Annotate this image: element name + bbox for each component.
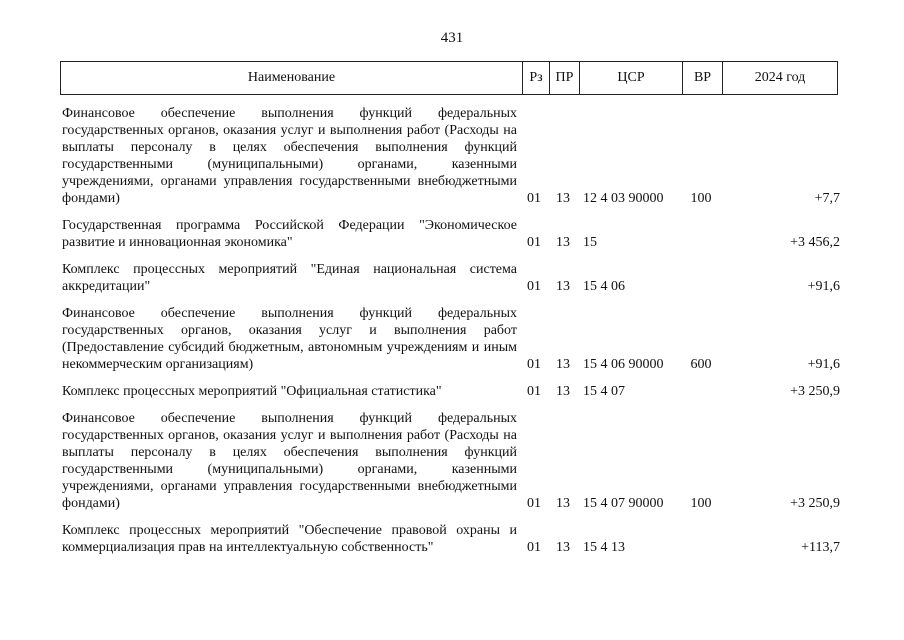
row-rz: 01 <box>527 279 541 294</box>
row-vr: 100 <box>690 191 712 206</box>
row-amount: +113,7 <box>801 540 840 555</box>
row-amount: +91,6 <box>807 357 840 372</box>
row-name: Финансовое обеспечение выполнения функций федеральных государственных органов, оказания услуг и выполнения работ (Предоставление субсидий бюджетным, автономным учреждениям и иным некоммерческим организациям) <box>62 306 517 372</box>
row-name: Комплекс процессных мероприятий "Единая национальная система аккредитации" <box>62 262 517 294</box>
row-vr: 100 <box>690 496 712 511</box>
row-csr: 15 4 07 <box>583 384 625 399</box>
row-rz: 01 <box>527 384 541 399</box>
row-amount: +3 250,9 <box>790 496 840 511</box>
header-year: 2024 год <box>754 70 806 85</box>
row-amount: +3 456,2 <box>790 235 840 250</box>
row-csr: 15 4 13 <box>583 540 625 555</box>
table-header <box>60 61 838 95</box>
row-csr: 12 4 03 90000 <box>583 191 664 206</box>
row-amount: +91,6 <box>807 279 840 294</box>
row-rz: 01 <box>527 496 541 511</box>
row-csr: 15 4 06 90000 <box>583 357 664 372</box>
row-name: Комплекс процессных мероприятий "Официальная статистика" <box>62 384 442 399</box>
row-pr: 13 <box>556 235 570 250</box>
page-number: 431 <box>440 30 464 46</box>
row-vr: 600 <box>690 357 712 372</box>
row-pr: 13 <box>556 279 570 294</box>
row-name: Комплекс процессных мероприятий "Обеспечение правовой охраны и коммерциализация прав на интеллектуальную собственность" <box>62 523 517 555</box>
row-csr: 15 <box>583 235 597 250</box>
row-pr: 13 <box>556 540 570 555</box>
table-row <box>62 261 840 295</box>
row-name: Государственная программа Российской Федерации "Экономическое развитие и инновационная экономика" <box>62 218 517 250</box>
row-pr: 13 <box>556 357 570 372</box>
header-csr: ЦСР <box>580 62 683 94</box>
table-row <box>62 522 840 556</box>
row-pr: 13 <box>556 496 570 511</box>
table-row <box>62 217 840 251</box>
row-name: Финансовое обеспечение выполнения функций федеральных государственных органов, оказания услуг и выполнения работ (Расходы на выплаты персоналу в целях обеспечения выполнения функций государственными (муниципальными) органами, казенными учреждениями, органами управления государственными внебюджетными фондами) <box>62 411 517 511</box>
header-pr: ПР <box>550 62 580 94</box>
row-rz: 01 <box>527 540 541 555</box>
row-rz: 01 <box>527 235 541 250</box>
row-pr: 13 <box>556 384 570 399</box>
table-row <box>62 305 840 373</box>
row-csr: 15 4 06 <box>583 279 625 294</box>
row-name: Финансовое обеспечение выполнения функций федеральных государственных органов, оказания услуг и выполнения работ (Расходы на выплаты персоналу в целях обеспечения выполнения функций государственными (муниципальными) органами, казенными учреждениями, органами управления государственными внебюджетными фондами) <box>62 106 517 206</box>
row-pr: 13 <box>556 191 570 206</box>
table-body <box>62 105 840 566</box>
table-row <box>62 383 840 400</box>
header-rz: Рз <box>523 62 550 94</box>
row-rz: 01 <box>527 191 541 206</box>
row-rz: 01 <box>527 357 541 372</box>
row-csr: 15 4 07 90000 <box>583 496 664 511</box>
table-row <box>62 410 840 512</box>
table-row <box>62 105 840 207</box>
header-vr: ВР <box>683 62 723 94</box>
row-amount: +3 250,9 <box>790 384 840 399</box>
row-amount: +7,7 <box>814 191 840 206</box>
header-name: Наименование <box>61 62 523 94</box>
